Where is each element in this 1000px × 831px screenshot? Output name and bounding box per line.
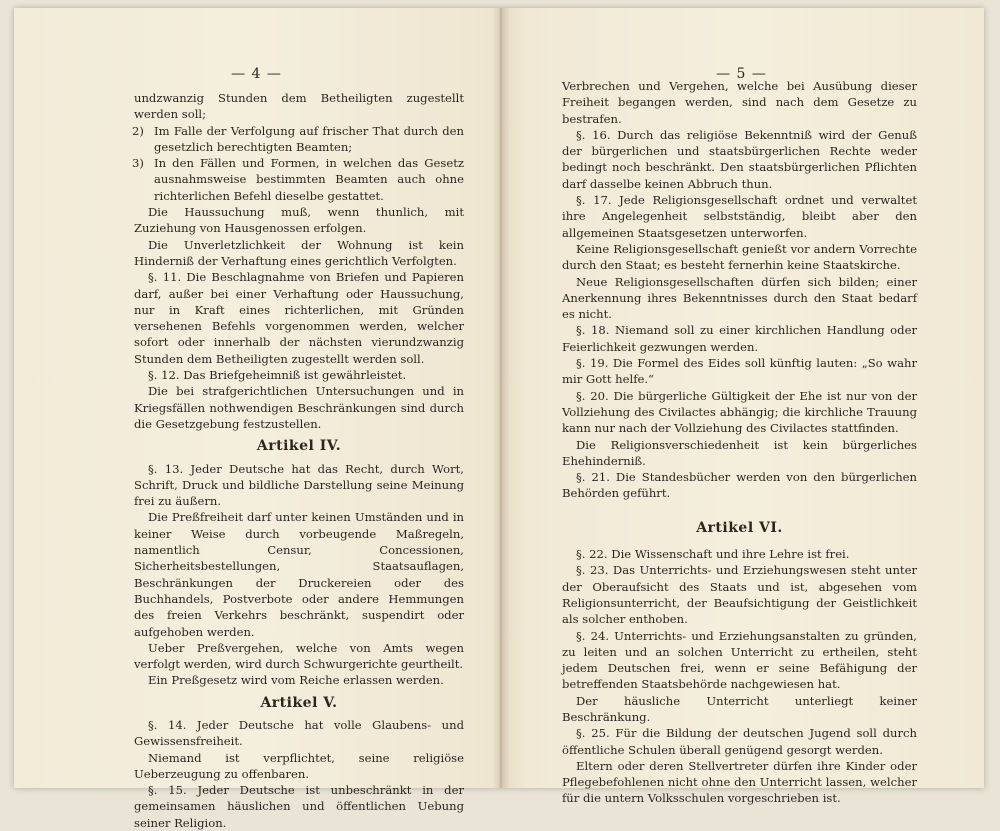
paragraph: Die Unverletzlichkeit der Wohnung ist kein Hinderniß der Verhaftung eines gerichtlich Verfolgten. [134,237,464,268]
paragraph: Ueber Preßvergehen, welche von Amts wegen verfolgt werden, wird durch Schwurgerichte geurtheilt. [134,640,464,672]
paragraph: §. 25. Für die Bildung der deutschen Jugend soll durch öffentliche Schulen überall genügend gesorgt werden. [562,726,917,757]
list-item-text: Im Falle der Verfolgung auf frischer That durch den gesetzlich berechtigten Beamten; [154,123,464,154]
paragraph: §. 15. Jeder Deutsche ist unbeschränkt in der gemeinsamen häuslichen und öffentlichen Uebung seiner Religion. [134,783,464,830]
paragraph: §. 11. Die Beschlagnahme von Briefen und Papieren darf, außer bei einer Verhaftung oder Haussuchung, nur in Kraft eines richterlichen, mit Gründen versehenen Befehls vorgenommen werden, welcher sofort oder innerhalb der nächsten vierundzwanzig Stunden dem Betheiligten zugestellt werden soll. [134,270,464,366]
paragraph: Verbrechen und Vergehen, welche bei Ausübung dieser Freiheit begangen werden, sind nach dem Gesetze zu bestrafen. [562,79,917,126]
article-heading: Artikel VI. [696,519,783,536]
paragraph: §. 19. Die Formel des Eides soll künftig lauten: „So wahr mir Gott helfe.“ [562,356,917,387]
paragraph: Eltern oder deren Stellvertreter dürfen ihre Kinder oder Pflegebefohlenen nicht ohne den Unterricht lassen, welcher für die untern Volksschulen vorgeschrieben ist. [562,758,917,806]
paragraph: Die bei strafgerichtlichen Untersuchungen und in Kriegsfällen nothwendigen Beschränkungen sind durch die Gesetzgebung festzustellen. [134,384,464,431]
article-heading: Artikel IV. [256,438,342,455]
paragraph: §. 17. Jede Religionsgesellschaft ordnet und verwaltet ihre Angelegenheit selbstständig, bleibt aber den allgemeinen Staatsgesetzen unterworfen. [562,193,917,240]
article-heading: Artikel V. [260,694,338,711]
list-item [134,155,464,204]
paragraph: §. 24. Unterrichts- und Erziehungsanstalten zu gründen, zu leiten und an solchen Unterricht zu ertheilen, steht jedem Deutschen frei, wenn er seine Befähigung der betreffenden Staatsbehörde nachgewiesen hat. [562,628,917,692]
right-page-text [562,78,917,807]
book-gutter [492,8,510,788]
paragraph: Keine Religionsgesellschaft genießt vor andern Vorrechte durch den Staat; es besteht fernerhin keine Staatskirche. [562,241,917,273]
book-spread [14,8,984,830]
paragraph: §. 16. Durch das religiöse Bekenntniß wird der Genuß der bürgerlichen und staatsbürgerlichen Rechte weder bedingt noch beschränkt. Den staatsbürgerlichen Pflichten darf dasselbe keinen Abbruch thun. [562,127,917,191]
paragraph: Niemand ist verpflichtet, seine religiöse Ueberzeugung zu offenbaren. [134,750,464,781]
paragraph: §. 14. Jeder Deutsche hat volle Glaubens- und Gewissensfreiheit. [134,717,464,749]
list-item-number: 2) [132,123,144,138]
paragraph: Die Preßfreiheit darf unter keinen Umständen und in keiner Weise durch vorbeugende Maßregeln, namentlich Censur, Concessionen, Sicherheitsbestellungen, Staatsauflagen, Beschränkungen der Druckereien oder des Buchhandels, Postverbote oder andere Hemmungen des freien Verkehrs beschränkt, suspendirt oder aufgehoben werden. [134,510,464,639]
paragraph: §. 12. Das Briefgeheimniß ist gewährleistet. [148,368,407,383]
paragraph: §. 13. Jeder Deutsche hat das Recht, durch Wort, Schrift, Druck und bildliche Darstellung seine Meinung frei zu äußern. [134,461,464,509]
paragraph: Die Religionsverschiedenheit ist kein bürgerliches Ehehinderniß. [562,437,917,468]
page-number-right: — 5 — [716,66,767,82]
list-item-text: In den Fällen und Formen, in welchen das Gesetz ausnahmsweise bestimmten Beamten auch ohne richterlichen Befehl dieselbe gestattet. [154,156,464,203]
list-item-number: 3) [132,156,144,171]
paragraph: Der häusliche Unterricht unterliegt keiner Beschränkung. [562,693,917,724]
paragraph: §. 21. Die Standesbücher werden von den bürgerlichen Behörden geführt. [562,470,917,501]
paragraph: undzwanzig Stunden dem Betheiligten zugestellt werden soll; [134,91,464,122]
paragraph: Neue Religionsgesellschaften dürfen sich bilden; einer Anerkennung ihres Bekenntnisses durch den Staat bedarf es nicht. [562,274,917,322]
left-page [14,8,499,830]
paragraph: §. 18. Niemand soll zu einer kirchlichen Handlung oder Feierlichkeit gezwungen werden. [562,323,917,354]
paragraph: Ein Preßgesetz wird vom Reiche erlassen werden. [148,673,444,688]
paragraph: §. 22. Die Wissenschaft und ihre Lehre ist frei. [576,547,850,562]
page-number-left: — 4 — [231,66,282,82]
list-item [134,123,464,156]
paragraph: §. 20. Die bürgerliche Gültigkeit der Ehe ist nur von der Vollziehung des Civilactes abhängig; die kirchliche Trauung kann nur nach der Vollziehung des Civilactes stattfinden. [562,388,917,436]
right-page [499,8,984,806]
left-page-text [134,90,464,831]
paragraph: Die Haussuchung muß, wenn thunlich, mit Zuziehung von Hausgenossen erfolgen. [134,205,464,236]
paragraph: §. 23. Das Unterrichts- und Erziehungswesen steht unter der Oberaufsicht des Staats und ist, abgesehen vom Religionsunterricht, der Beaufsichtigung der Geistlichkeit als solcher enthoben. [562,563,917,627]
